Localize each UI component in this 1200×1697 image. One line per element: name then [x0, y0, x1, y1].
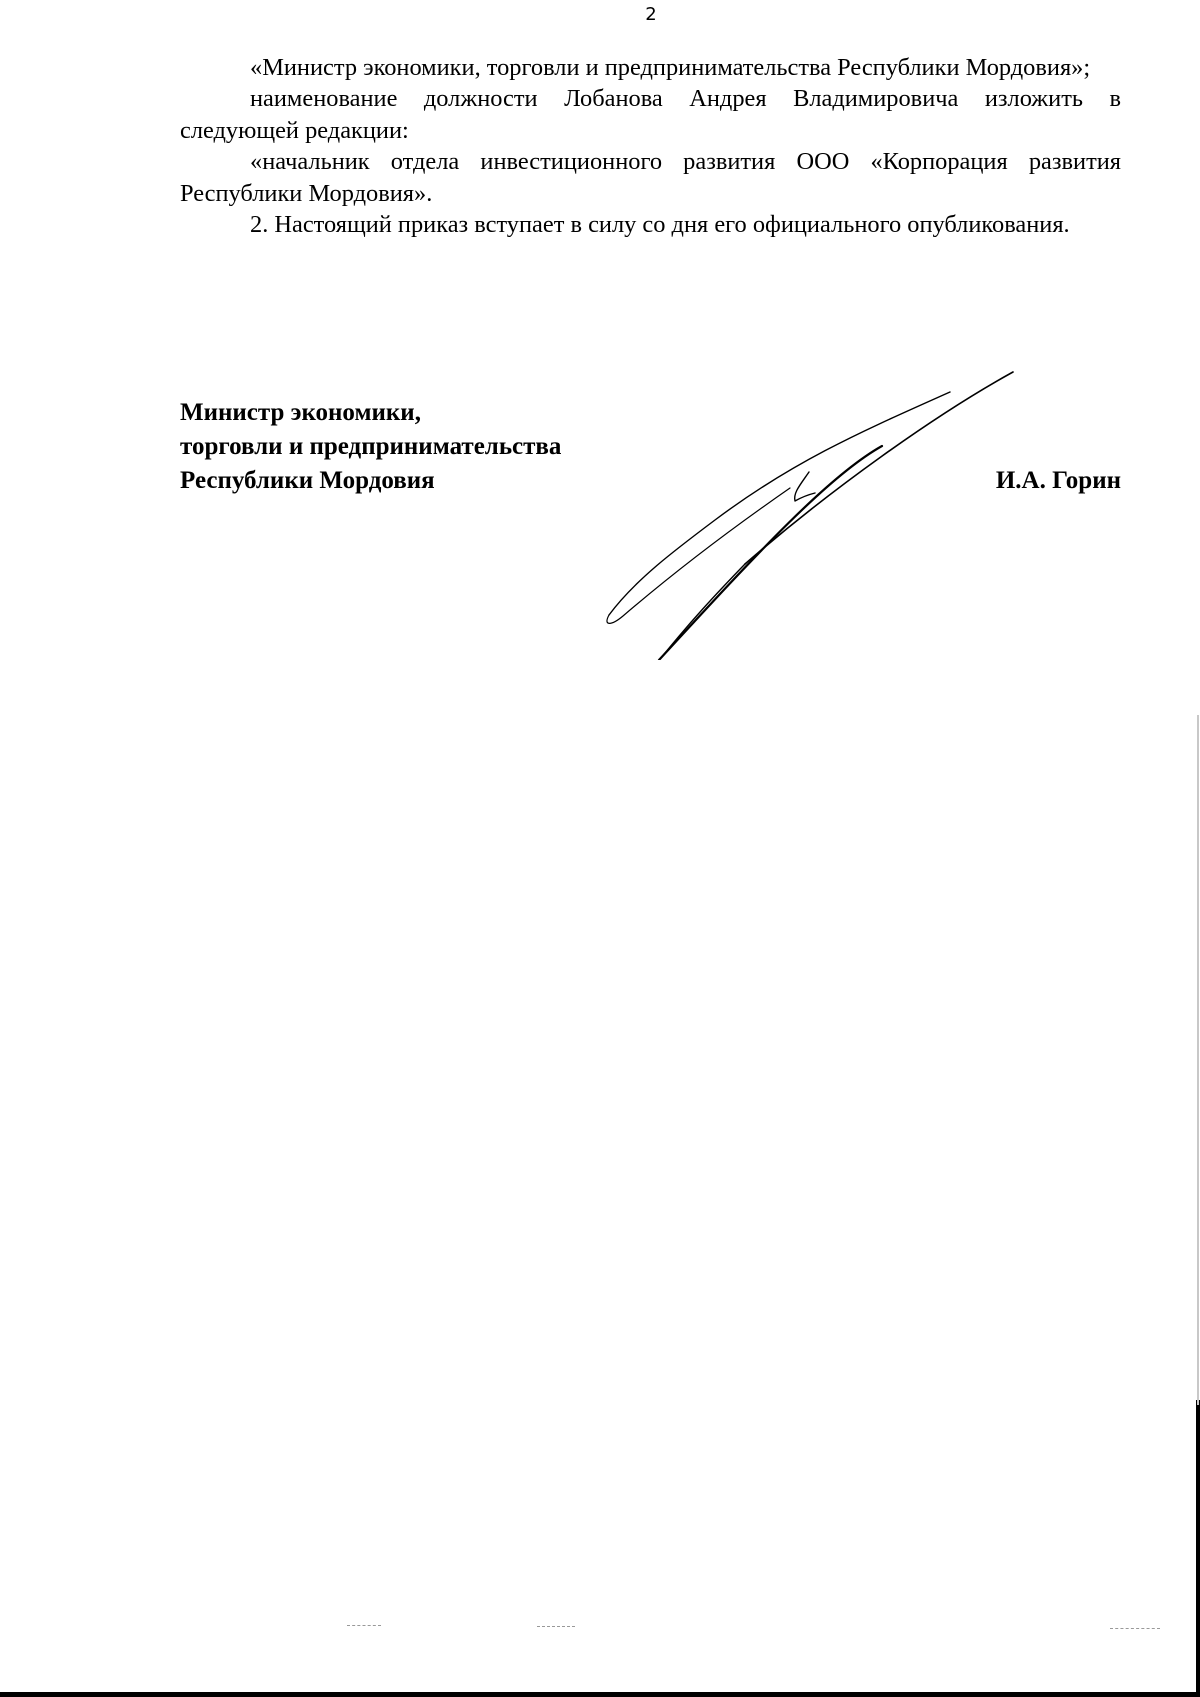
paragraph-new-position-quote: «начальник отдела инвестиционного развития ООО «Корпорация развития Республики Мордовия».: [180, 148, 1121, 207]
document-body: [180, 52, 1121, 240]
paragraph-effective-date: 2. Настоящий приказ вступает в силу со дня его официального опубликования.: [250, 211, 1070, 239]
signatory-title-line-3: Республики Мордовия: [180, 467, 435, 494]
handwritten-signature: [595, 360, 1025, 660]
page-number: 2: [645, 4, 657, 25]
signatory-title-line-1: Министр экономики,: [180, 399, 421, 426]
signatory-name: И.А. Горин: [995, 467, 1121, 494]
signatory-title: [180, 396, 561, 498]
scan-bottom-dashes-2: [537, 1626, 575, 1628]
scan-bottom-edge: [0, 1692, 1200, 1697]
scan-bottom-dashes: [347, 1625, 381, 1627]
paragraph-lobanov-position: наименование должности Лобанова Андрея Владимировича изложить в следующей редакции:: [180, 85, 1121, 144]
scan-right-edge-faint: [1197, 715, 1199, 1405]
signatory-title-line-2: торговли и предпринимательства: [180, 433, 562, 460]
scan-bottom-dashes-3: [1110, 1628, 1160, 1630]
paragraph-position-title-quote: «Министр экономики, торговли и предпринимательства Республики Мордовия»;: [250, 54, 1091, 81]
scan-right-edge: [1196, 1400, 1200, 1697]
